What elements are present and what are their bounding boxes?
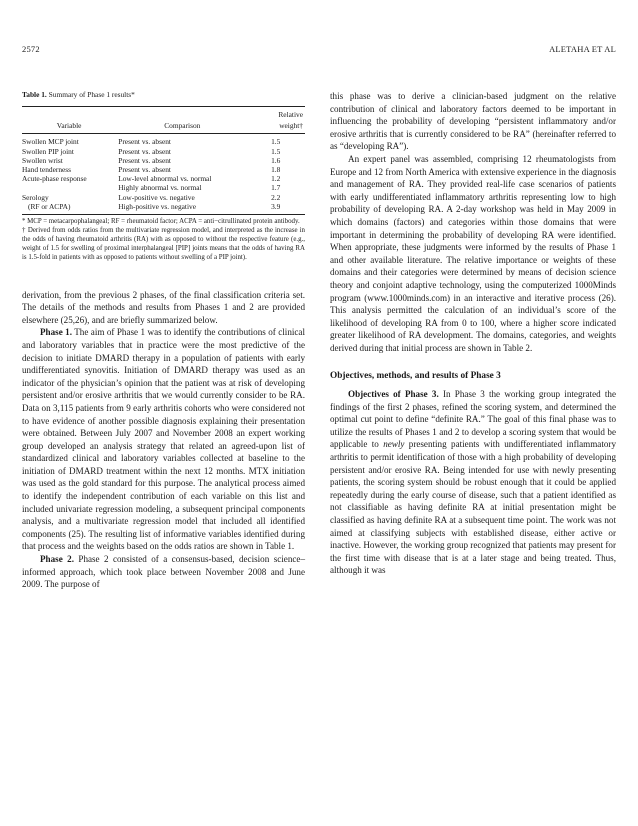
cell-comparison: High-positive vs. negative bbox=[118, 202, 248, 215]
cell-variable bbox=[22, 183, 118, 192]
paragraph-text: presenting patients with undifferentiated inflammatory arthritis to permit identification of those with a high probability of developing persistent and/or erosive RA. Being intended for use with newly presenting patients, the scoring system should be robust enough that it could be applied repeatedly during the early course of disease, such that a patient identified as not classifiable as having definite RA at initial presentation might be classified as having definite RA at a subsequent time point. The work was not aimed at classifying subjects with established disease, either active or inactive. However, the working group recognized that patients may present for the first time with disease that is at a later stage and being treated. Thus, although it was bbox=[330, 439, 616, 576]
table-title: Summary of Phase 1 results* bbox=[48, 90, 135, 99]
paragraph bbox=[22, 553, 305, 591]
table-row bbox=[22, 147, 305, 156]
cell-variable: Hand tenderness bbox=[22, 165, 72, 175]
run-in-heading: Phase 2. bbox=[40, 554, 74, 565]
cell-weight: 1.5 bbox=[271, 137, 281, 147]
cell-weight: 2.2 bbox=[271, 192, 281, 202]
page-header bbox=[22, 44, 616, 56]
paragraph-text: In Phase 3 the working group integrated the findings of the first 2 phases, refined the scoring system, and determined the optimal cut point to define “definite RA.” The goal of this final phase was to utilize the results of Phases 1 and 2 to develop a scoring system that would be applicable to bbox=[330, 389, 616, 450]
table-row bbox=[22, 174, 305, 183]
paragraph: derivation, from the previous 2 phases, of the final classification criteria set. The details of the methods and results from Phases 1 and 2 are provided elsewhere (25,26), and are briefly summarized below. bbox=[22, 289, 305, 325]
left-body-text bbox=[22, 289, 305, 591]
cell-weight: 1.6 bbox=[271, 155, 281, 165]
run-in-heading: Objectives of Phase 3. bbox=[348, 389, 439, 400]
left-column bbox=[22, 90, 305, 591]
right-column bbox=[330, 90, 616, 577]
emphasis: newly bbox=[383, 439, 405, 450]
cell-comparison: Low-positive vs. negative bbox=[118, 192, 195, 202]
table-footnotes bbox=[22, 218, 305, 263]
cell-variable: Swollen PIP joint bbox=[22, 146, 74, 156]
comparison-header: Comparison bbox=[118, 121, 248, 134]
table-footnote: † Derived from odds ratios from the multivariate regression model, and interpreted as the increase in the odds of having rheumatoid arthritis (RA) with as opposed to without the respective feature (e.g., weight of 1.5 for swelling of proximal interphalangeal [PIP] joints means that the odds of having RA is 1.5-fold in patients with as opposed to patients without swelling of a PIP joint). bbox=[22, 226, 305, 261]
weight-header-line2: weight† bbox=[248, 121, 305, 134]
cell-comparison: Present vs. absent bbox=[118, 137, 171, 147]
cell-comparison: Present vs. absent bbox=[118, 146, 171, 156]
page-number: 2572 bbox=[22, 44, 40, 54]
table-footnote: * MCP = metacarpophalangeal; RF = rheumatoid factor; ACPA = anti−citrullinated protein antibody. bbox=[22, 218, 300, 226]
paragraph: An expert panel was assembled, comprising 12 rheumatologists from Europe and 12 from North America with extensive experience in the diagnosis and management of RA. They provided real-life case scenarios of patients with early undifferentiated inflammatory arthritis representing low to high probability of developing RA. A 2-day workshop was held in May 2009 in which domains (factors) and categories within those domains that were important in determining the probability of developing RA were identified. When appropriate, these judgments were informed by the results of Phase 1 and other available literature. The relative importance or weights of these domains and their categories were determined by means of decision science theory and conjoint adaptive technology, using the computerized 1000Minds program (www.1000minds.com) in an interactive and iterative process (26). This analysis permitted the calculation of an individual’s score of the likelihood of developing RA from 0 to 100, where a higher score indicated greater likelihood of RA development. The domains, categories, and weights derived during that initial process are shown in Table 2. bbox=[330, 153, 616, 353]
cell-variable: (RF or ACPA) bbox=[22, 202, 118, 215]
table-row bbox=[22, 202, 305, 215]
table-row bbox=[22, 156, 305, 165]
variable-header: Variable bbox=[22, 121, 118, 134]
summary-table bbox=[22, 106, 305, 215]
paragraph: this phase was to derive a clinician-based judgment on the relative contribution of clinical and laboratory factors deemed to be important in influencing the probability of developing “persistent inflammatory and/or erosive arthritis that is currently considered to be RA” (hereinafter referred to as “developing RA”). bbox=[330, 91, 616, 152]
running-head: ALETAHA ET AL bbox=[549, 44, 616, 54]
cell-comparison: Low-level abnormal vs. normal bbox=[118, 174, 212, 184]
cell-weight: 3.9 bbox=[248, 202, 305, 215]
table-caption bbox=[22, 90, 305, 100]
table-row bbox=[22, 183, 305, 192]
cell-variable: Acute-phase response bbox=[22, 174, 87, 184]
cell-variable: Swollen MCP joint bbox=[22, 137, 79, 147]
run-in-heading: Phase 1. bbox=[40, 327, 72, 338]
table-row bbox=[22, 134, 305, 147]
cell-comparison: Present vs. absent bbox=[118, 165, 171, 175]
table-row bbox=[22, 165, 305, 174]
paragraph bbox=[330, 388, 616, 577]
paragraph-text: The aim of Phase 1 was to identify the contributions of clinical and laboratory variables that in practice were the most predictive of the decision to initiate DMARD therapy in a population of patients with early undifferentiated synovitis. Initiation of DMARD therapy was used as an indicator of the physician’s opinion that the patient was at risk of developing persistent and/or erosive arthritis that we would currently consider to be RA. Data on 3,115 patients from 9 early arthritis cohorts who were considered not to have evidence of another possible diagnosis explaining their presentation were obtained. Between July 2007 and November 2008 an expert working group developed an analysis strategy that related an agreed-upon list of standardized clinical and laboratory variables collected at baseline to the initiation of DMARD treatment within the next 12 months. MTX initiation was used as the gold standard for this purpose. The analytical process aimed to identify the independent contribution of each variable on this list and included univariate regression modeling, a subsequent principal components analysis, and a multivariate regression model that included all identified components (25). The resulting list of informative variables identified during that process and the weights based on the odds ratios are shown in Table 1. bbox=[22, 327, 305, 552]
cell-comparison: Present vs. absent bbox=[118, 155, 171, 165]
cell-weight: 1.2 bbox=[271, 174, 281, 184]
table-row bbox=[22, 193, 305, 202]
cell-weight: 1.5 bbox=[271, 146, 281, 156]
section-heading: Objectives, methods, and results of Phase 3 bbox=[330, 371, 501, 382]
cell-weight: 1.7 bbox=[271, 183, 281, 193]
cell-weight: 1.8 bbox=[271, 165, 281, 175]
paragraph-text: Phase 2 consisted of a consensus-based, decision science–informed approach, which took place between November 2008 and June 2009. The purpose of bbox=[22, 554, 305, 590]
weight-header-line1: Relative bbox=[248, 107, 305, 122]
paragraph bbox=[22, 326, 305, 553]
cell-variable: Serology bbox=[22, 192, 49, 202]
cell-variable: Swollen wrist bbox=[22, 155, 63, 165]
cell-comparison: Highly abnormal vs. normal bbox=[118, 183, 202, 193]
table-label: Table 1. bbox=[22, 90, 47, 99]
